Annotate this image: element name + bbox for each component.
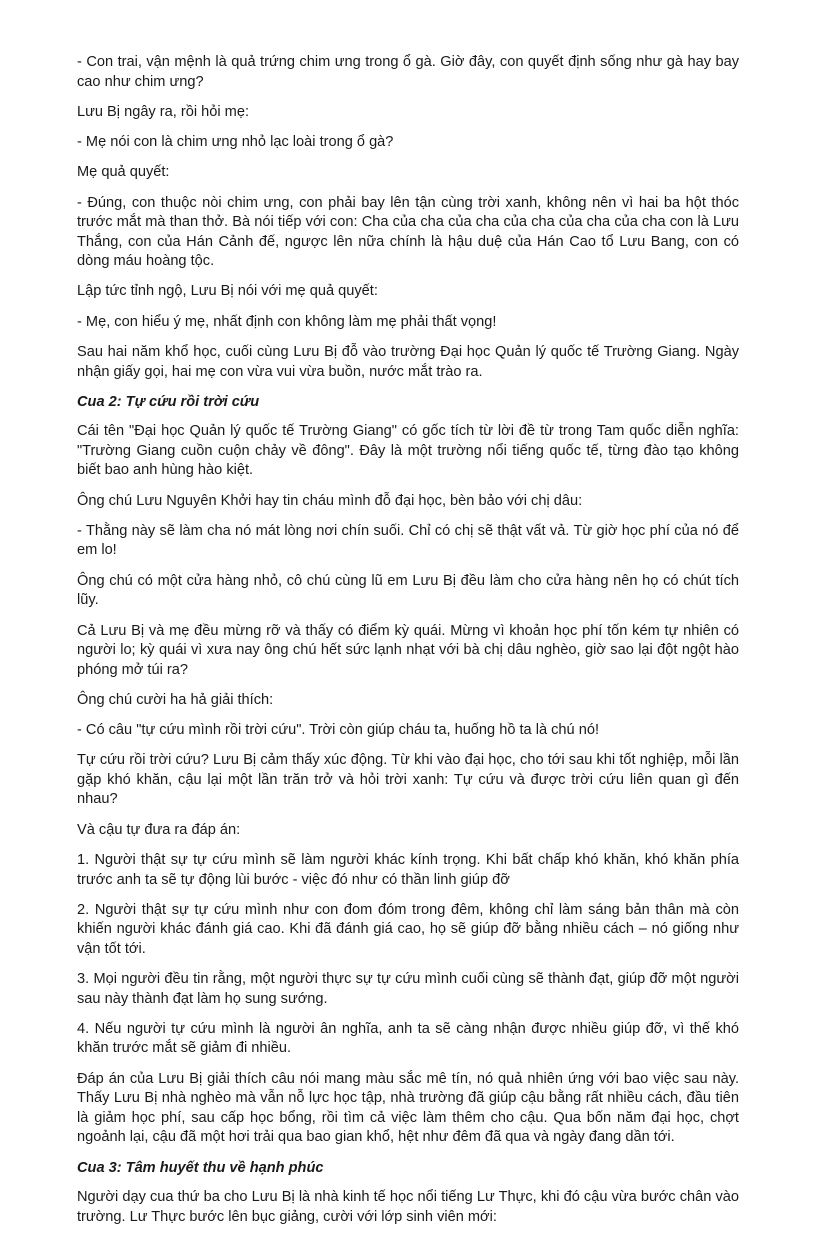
paragraph: Đáp án của Lưu Bị giải thích câu nói mang màu sắc mê tín, nó quả nhiên ứng với bao việc sau này. Thấy Lưu Bị nhà nghèo mà vẫn nỗ lực học tập, nhà trường đã giúp cậu bằng rất nhiều cách, đầu tiên là giảm học phí, sau cấp học bổng, rồi tìm cả việc làm thêm cho cậu. Qua bốn năm đại học, chợt ngoảnh lại, cậu đã một hơi trải qua bao gian khổ, hệt như đêm đã qua và ngày đang dần tới. <box>77 1070 739 1146</box>
paragraph: Mẹ quả quyết: <box>77 164 170 181</box>
list-item: 1. Người thật sự tự cứu mình sẽ làm người khác kính trọng. Khi bất chấp khó khăn, khó khăn phía trước anh ta sẽ tự động lùi bước - việc đó như có thần linh giúp đỡ <box>77 852 739 888</box>
list-item: 3. Mọi người đều tin rằng, một người thực sự tự cứu mình cuối cùng sẽ thành đạt, giúp đỡ một người sau này thành đạt làm họ sung sướng. <box>77 971 739 1007</box>
paragraph: Ông chú có một cửa hàng nhỏ, cô chú cùng lũ em Lưu Bị đều làm cho cửa hàng nên họ có chút tích lũy. <box>77 572 739 609</box>
paragraph: Người dạy cua thứ ba cho Lưu Bị là nhà kinh tế học nổi tiếng Lư Thực, khi đó cậu vừa bước chân vào trường. Lư Thực bước lên bục giảng, cười với lớp sinh viên mới: <box>77 1189 739 1225</box>
paragraph: - Đúng, con thuộc nòi chim ưng, con phải bay lên tận cùng trời xanh, không nên vì hai ba hột thóc trước mắt mà than thở. Bà nói tiếp với con: Cha của cha của cha của cha của cha của cha con là Lưu Thắng, con của Hán Cảnh đế, ngược lên nữa chính là hậu duệ của Hán Cao tổ Lưu Bang, con có dòng máu hoàng tộc. <box>77 194 739 270</box>
paragraph: - Con trai, vận mệnh là quả trứng chim ưng trong ổ gà. Giờ đây, con quyết định sống như gà hay bay cao như chim ưng? <box>77 54 739 90</box>
paragraph: Cả Lưu Bị và mẹ đều mừng rỡ và thấy có điểm kỳ quái. Mừng vì khoản học phí tốn kém tự nhiên có người lo; kỳ quái vì xưa nay ông chú hết sức lạnh nhạt với bà chị dâu nghèo, giờ sao lại đột ngột hào phóng mở túi ra? <box>77 622 739 678</box>
paragraph: Lưu Bị ngây ra, rồi hỏi mẹ: <box>77 103 250 120</box>
list-item: 2. Người thật sự tự cứu mình như con đom đóm trong đêm, không chỉ làm sáng bản thân mà còn khiến người khác đánh giá cao. Khi đã đánh giá cao, họ sẽ giúp đỡ bằng nhiều cách – nó giống như vận tốt tới. <box>77 901 739 957</box>
paragraph: - Mẹ, con hiểu ý mẹ, nhất định con không làm mẹ phải thất vọng! <box>77 313 497 330</box>
paragraph: Ông chú Lưu Nguyên Khởi hay tin cháu mình đỗ đại học, bèn bảo với chị dâu: <box>77 492 583 509</box>
paragraph: Ông chú cười ha hả giải thích: <box>77 691 274 708</box>
paragraph: Sau hai năm khổ học, cuối cùng Lưu Bị đỗ vào trường Đại học Quản lý quốc tế Trường Giang. Ngày nhận giấy gọi, hai mẹ con vừa vui vừa buồn, nước mắt trào ra. <box>77 344 739 380</box>
paragraph: Và cậu tự đưa ra đáp án: <box>77 821 241 838</box>
document-page <box>77 53 739 1238</box>
paragraph: Tự cứu rồi trời cứu? Lưu Bị cảm thấy xúc động. Từ khi vào đại học, cho tới sau khi tốt nghiệp, mỗi lần gặp khó khăn, cậu lại một lần trăn trở và hỏi trời xanh: Tự cứu và được trời cứu liên quan gì đến nhau? <box>77 752 739 808</box>
paragraph: - Có câu "tự cứu mình rồi trời cứu". Trời còn giúp cháu ta, huống hồ ta là chú nó! <box>77 722 600 739</box>
section-heading: Cua 2: Tự cứu rồi trời cứu <box>77 393 260 410</box>
section-heading: Cua 3: Tâm huyết thu về hạnh phúc <box>77 1159 324 1176</box>
paragraph: Cái tên "Đại học Quản lý quốc tế Trường Giang" có gốc tích từ lời đề từ trong Tam quốc diễn nghĩa: "Trường Giang cuồn cuộn chảy về đông". Đây là một trường nổi tiếng quốc tế, từng đào tạo không biết bao anh hùng hào kiệt. <box>77 423 739 479</box>
paragraph: - Mẹ nói con là chim ưng nhỏ lạc loài trong ổ gà? <box>77 134 394 151</box>
paragraph: Lập tức tỉnh ngộ, Lưu Bị nói với mẹ quả quyết: <box>77 283 378 300</box>
list-item: 4. Nếu người tự cứu mình là người ân nghĩa, anh ta sẽ càng nhận được nhiều giúp đỡ, vì thế khó khăn trước mắt sẽ giảm đi nhiều. <box>77 1020 739 1057</box>
paragraph: - Thằng này sẽ làm cha nó mát lòng nơi chín suối. Chỉ có chị sẽ thật vất vả. Từ giờ học phí của nó để em lo! <box>77 522 739 559</box>
